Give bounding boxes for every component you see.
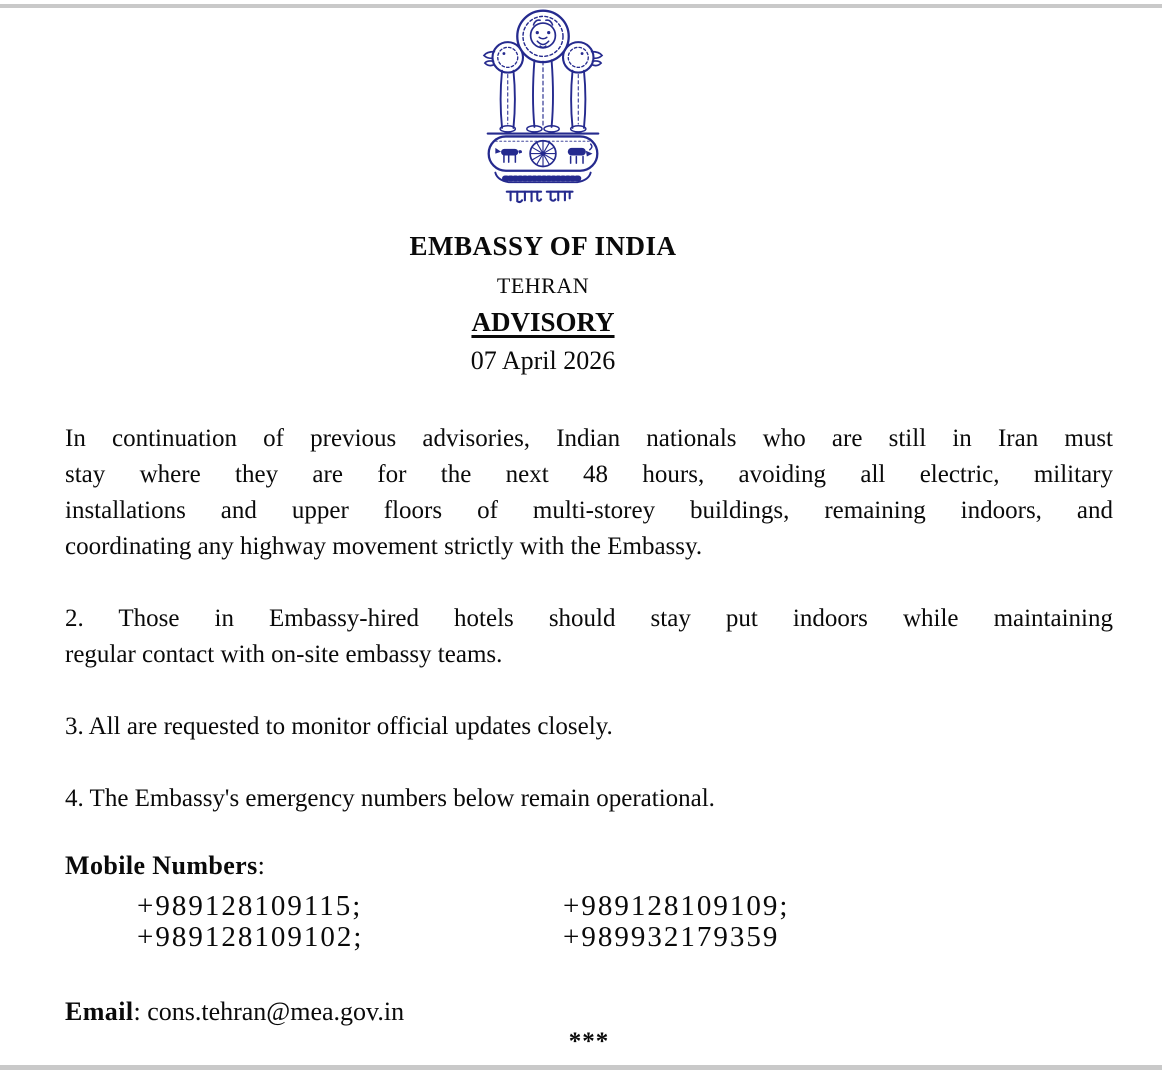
end-of-document-mark: *** [568, 1028, 610, 1055]
page-subtitle: TEHRAN [496, 273, 590, 298]
document-header [65, 4, 1021, 375]
paragraph-2-line: 2. Those in Embassy-hired hotels should stay put indoors while maintaining [65, 605, 1113, 632]
phone-number: +989128109115; [137, 890, 363, 922]
email-label: Email [65, 997, 134, 1026]
paragraph-2-line: regular contact with on-site embassy teams. [65, 641, 503, 668]
phone-number: +989932179359 [563, 921, 780, 953]
horse-figure [495, 148, 522, 156]
phone-number: +989128109102; [137, 921, 364, 953]
advisory-date: 07 April 2026 [470, 346, 616, 375]
paragraph-3: 3. All are requested to monitor official updates closely. [65, 713, 613, 740]
paragraph-1 [65, 421, 1113, 565]
paragraph-1-line: In continuation of previous advisories, Indian nationals who are still in Iran must [65, 425, 1113, 452]
mobile-numbers-list [137, 891, 1113, 953]
email-line [65, 997, 1113, 1027]
paragraph-2 [65, 601, 1113, 673]
email-separator: : [133, 997, 148, 1026]
india-national-emblem-icon [480, 4, 606, 206]
page-top-edge [0, 4, 1162, 8]
advisory-heading: ADVISORY [471, 307, 615, 337]
bull-figure [568, 148, 593, 157]
paragraph-1-line: stay where they are for the next 48 hours, avoiding all electric, military [65, 461, 1113, 488]
paragraph-1-line: installations and upper floors of multi-storey buildings, remaining indoors, and [65, 497, 1113, 524]
emblem-motto [507, 192, 573, 202]
emblem-container [65, 4, 1021, 206]
page-title: EMBASSY OF INDIA [409, 231, 677, 261]
advisory-document [0, 4, 1162, 1055]
paragraph-1-line: coordinating any highway movement strictly with the Embassy. [65, 533, 703, 560]
email-value: cons.tehran@mea.gov.in [147, 997, 405, 1026]
mobile-numbers-label: Mobile Numbers: [65, 851, 265, 880]
document-body [65, 421, 1113, 1055]
paragraph-4: 4. The Embassy's emergency numbers below remain operational. [65, 785, 715, 812]
phone-number: +989128109109; [563, 890, 790, 922]
